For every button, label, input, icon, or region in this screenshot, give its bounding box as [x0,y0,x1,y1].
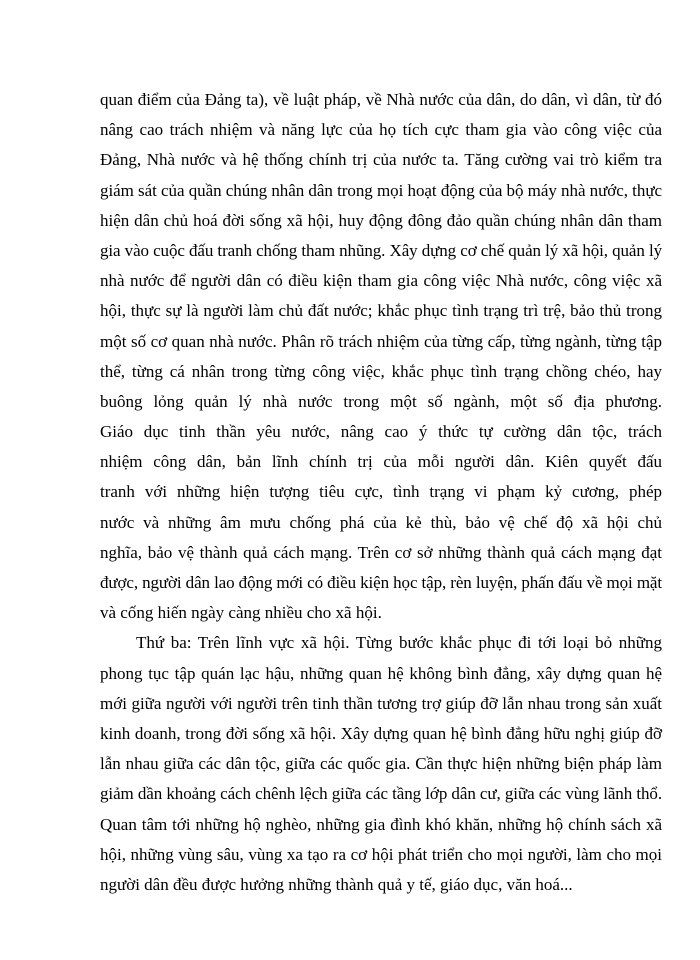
text-line: Đảng, Nhà nước và hệ thống chính trị của nước ta. Tăng cường vai trò kiểm tra [100,150,662,170]
text-line: nhiệm công dân, bản lĩnh chính trị của mỗi người dân. Kiên quyết đấu [100,452,662,472]
text-line: gia vào cuộc đấu tranh chống tham nhũng. Xây dựng cơ chế quản lý xã hội, quản lý [100,240,662,260]
text-line: mới giữa người với người trên tinh thần tương trợ giúp đỡ lẫn nhau trong sản xuất [100,693,662,713]
text-line: Thứ ba: Trên lĩnh vực xã hội. Từng bước khắc phục đi tới loại bỏ những [136,633,662,653]
text-line: tranh với những hiện tượng tiêu cực, tình trạng vi phạm kỷ cương, phép [100,482,662,502]
text-line: hội, thực sự là người làm chủ đất nước; khắc phục tình trạng trì trệ, bảo thủ trong [100,301,662,321]
text-line: người dân đều được hưởng những thành quả y tế, giáo dục, văn hoá... [100,874,573,894]
paragraph-1 [100,85,662,628]
text-line: giảm dần khoảng cách chênh lệch giữa các tầng lớp dân cư, giữa các vùng lãnh thổ. [100,784,662,804]
text-line: giám sát của quần chúng nhân dân trong mọi hoạt động của bộ máy nhà nước, thực [100,180,662,200]
text-line: quan điểm của Đảng ta), về luật pháp, về Nhà nước của dân, do dân, vì dân, từ đó [100,90,662,109]
text-line: phong tục tập quán lạc hậu, những quan hệ không bình đẳng, xây dựng quan hệ [100,663,662,683]
text-line: được, người dân lao động mới có điều kiện học tập, rèn luyện, phấn đấu về mọi mặt [100,573,662,592]
text-line: nâng cao trách nhiệm và năng lực của họ tích cực tham gia vào công việc của [100,120,662,140]
text-line: hiện dân chủ hoá đời sống xã hội, huy động đông đảo quần chúng nhân dân tham [100,210,662,230]
text-line: Quan tâm tới những hộ nghèo, những gia đình khó khăn, những hộ chính sách xã [100,814,662,834]
text-line: nhà nước để người dân có điều kiện tham gia công việc Nhà nước, công việc xã [100,271,662,291]
text-line: hội, những vùng sâu, vùng xa tạo ra cơ hội phát triển cho mọi người, làm cho mọi [100,844,662,864]
text-line: thể, từng cá nhân trong từng công việc, khắc phục tình trạng chồng chéo, hay [100,361,662,381]
text-line: nước và những âm mưu chống phá của kẻ thù, bảo vệ chế độ xã hội chủ [100,512,662,532]
text-line: Giáo dục tinh thần yêu nước, nâng cao ý thức tự cường dân tộc, trách [100,422,662,442]
text-line: và cống hiến ngày càng nhiều cho xã hội. [100,603,382,623]
document-page [100,85,662,900]
text-line: một số cơ quan nhà nước. Phân rõ trách nhiệm của từng cấp, từng ngành, từng tập [100,331,662,351]
text-line: buông lỏng quản lý nhà nước trong một số ngành, một số địa phương. [100,391,662,411]
text-line: lẫn nhau giữa các dân tộc, giữa các quốc gia. Cần thực hiện những biện pháp làm [100,754,662,774]
paragraph-2 [100,628,662,900]
text-line: nghĩa, bảo vệ thành quả cách mạng. Trên cơ sở những thành quả cách mạng đạt [100,542,662,562]
text-line: kinh doanh, trong đời sống xã hội. Xây dựng quan hệ bình đẳng hữu nghị giúp đỡ [100,723,662,743]
